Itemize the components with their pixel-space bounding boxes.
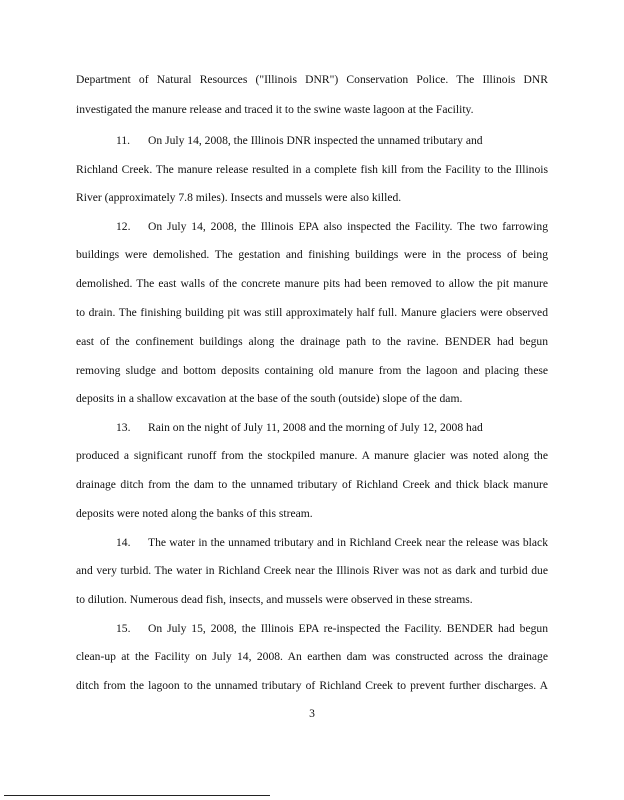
paragraph-11-first-line — [116, 134, 548, 148]
body-line: River (approximately 7.8 miles). Insects and mussels were also killed. — [76, 191, 402, 204]
paragraph-13-first-line — [116, 421, 548, 435]
paragraph-number: 14. — [116, 536, 131, 549]
paragraph-text: On July 14, 2008, the Illinois EPA also inspected the Facility. The two farrowing — [148, 220, 548, 233]
body-line: to drain. The finishing building pit was still approximately half full. Manure glaciers were observed — [76, 306, 548, 319]
body-line: east of the confinement buildings along the drainage path to the ravine. BENDER had begun — [76, 335, 548, 348]
body-line: produced a significant runoff from the stockpiled manure. A manure glacier was noted along the — [76, 449, 548, 462]
paragraph-number: 13. — [116, 421, 131, 434]
body-line: to dilution. Numerous dead fish, insects, and mussels were observed in these streams. — [76, 593, 473, 606]
paragraph-12-first-line — [116, 220, 548, 234]
body-line: demolished. The east walls of the concrete manure pits had been removed to allow the pit manure — [76, 277, 548, 290]
body-line: deposits in a shallow excavation at the base of the south (outside) slope of the dam. — [76, 392, 463, 405]
body-line: Department of Natural Resources ("Illinois DNR") Conservation Police. The Illinois DNR — [76, 73, 548, 86]
body-line: buildings were demolished. The gestation and finishing buildings were in the process of being — [76, 248, 548, 261]
body-line: and very turbid. The water in Richland Creek near the Illinois River was not as dark and turbid due — [76, 564, 548, 577]
paragraph-number: 15. — [116, 622, 131, 635]
body-line: deposits were noted along the banks of this stream. — [76, 507, 313, 520]
paragraph-text: The water in the unnamed tributary and in Richland Creek near the release was black — [148, 536, 548, 549]
paragraph-number: 11. — [116, 134, 131, 147]
body-line: investigated the manure release and traced it to the swine waste lagoon at the Facility. — [76, 103, 474, 116]
body-line: ditch from the lagoon to the unnamed tributary of Richland Creek to prevent further discharges. A — [76, 679, 548, 692]
paragraph-14-first-line — [116, 536, 548, 550]
body-line: Richland Creek. The manure release resulted in a complete fish kill from the Facility to the Illinois — [76, 163, 548, 176]
body-line: clean-up at the Facility on July 14, 2008. An earthen dam was constructed across the drainage — [76, 650, 548, 663]
body-line: removing sludge and bottom deposits containing old manure from the lagoon and placing these — [76, 364, 548, 377]
paragraph-15-first-line — [116, 622, 548, 636]
footnote-rule — [4, 795, 270, 796]
body-line: drainage ditch from the dam to the unnamed tributary of Richland Creek and thick black manure — [76, 478, 548, 491]
page-number: 3 — [309, 707, 315, 720]
paragraph-text: On July 15, 2008, the Illinois EPA re-inspected the Facility. BENDER had begun — [148, 622, 548, 635]
paragraph-number: 12. — [116, 220, 131, 233]
paragraph-text: Rain on the night of July 11, 2008 and the morning of July 12, 2008 had — [148, 421, 483, 434]
paragraph-text: On July 14, 2008, the Illinois DNR inspected the unnamed tributary and — [148, 134, 483, 147]
